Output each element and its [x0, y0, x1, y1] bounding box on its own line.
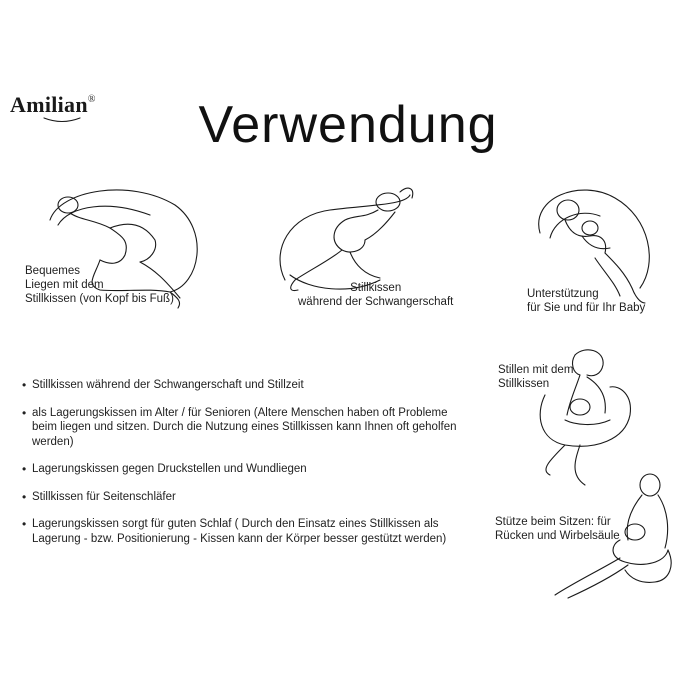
- page-title: Verwendung: [198, 96, 498, 154]
- caption-support-baby: Unterstützung für Sie und für Ihr Baby: [527, 288, 646, 314]
- list-item: • als Lagerungskissen im Alter / für Senioren (Altere Menschen haben oft Probleme beim liegen und sitzen. Durch die Nutzung eines Stillkissen kann Ihnen oft geholfen werden): [22, 406, 462, 450]
- caption-pregnancy: Stillkissen während der Schwangerschaft: [298, 282, 454, 308]
- caption-lying: Bequemes Liegen mit dem Stillkissen (von Kopf bis Fuß): [25, 265, 174, 305]
- usage-list: [22, 378, 462, 559]
- list-item: • Lagerungskissen sorgt für guten Schlaf ( Durch den Einsatz eines Stillkissen als Lagerung - bzw. Positionierung - Kissen kann der Körper besser gestützt werden): [22, 517, 462, 546]
- caption-sitting: Stütze beim Sitzen: für Rücken und Wirbelsäule: [495, 516, 620, 542]
- list-item: • Lagerungskissen gegen Druckstellen und Wundliegen: [22, 462, 462, 477]
- list-item: • Stillkissen für Seitenschläfer: [22, 490, 462, 505]
- list-item: • Stillkissen während der Schwangerschaft und Stillzeit: [22, 378, 462, 393]
- brand-name: Amilian: [10, 92, 88, 117]
- caption-nursing: Stillen mit dem Stillkissen: [498, 364, 574, 390]
- registered-mark: ®: [87, 93, 96, 105]
